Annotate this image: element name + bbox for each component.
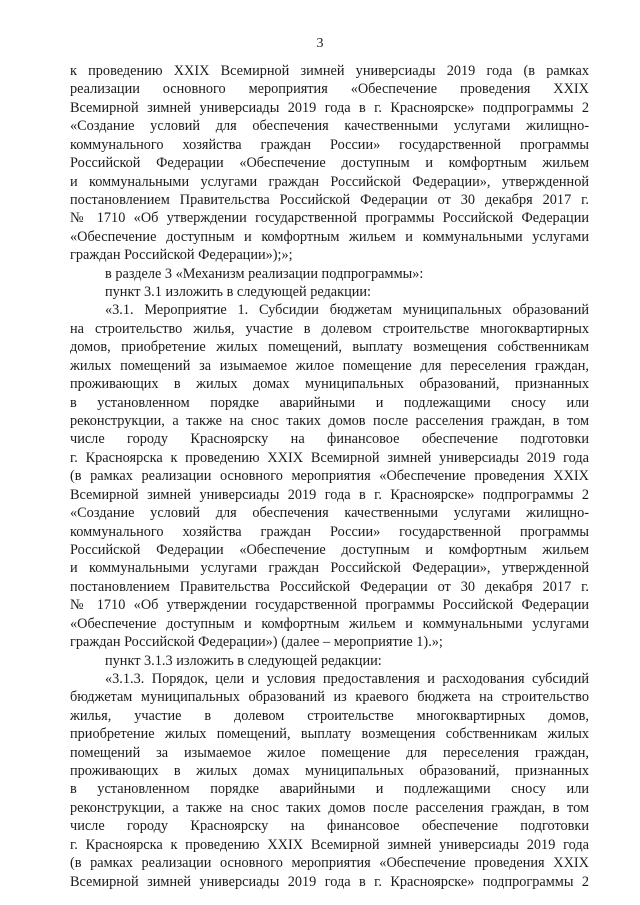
paragraph: [70, 301, 589, 651]
text-line: (в рамках реализации основного мероприятия «Обеспечение проведения XXIX: [70, 855, 589, 872]
text-line: коммунального хозяйства граждан России» государственной программы: [70, 136, 589, 153]
document-body: [70, 62, 589, 891]
text-line: проживающих в жилых домах муниципальных образований, признанных: [70, 763, 589, 780]
text-line: в установленном порядке аварийными и подлежащими сносу или: [70, 394, 589, 411]
text-line: постановлением Правительства Российской Федерации от 30 декабря 2017 г.: [70, 578, 589, 595]
text-line: жилых помещений за изымаемое жилое помещение для переселения граждан,: [70, 357, 589, 374]
text-line: Российской Федерации «Обеспечение доступным и комфортным жильем: [70, 155, 589, 172]
text-line: (в рамках реализации основного мероприятия «Обеспечение проведения XXIX: [70, 468, 589, 485]
text-line: г. Красноярска к проведению XXIX Всемирной зимней универсиады 2019 года: [70, 836, 589, 853]
text-line: граждан Российской Федерации»);»;: [70, 247, 293, 264]
text-line: в установленном порядке аварийными и подлежащими сносу или: [70, 781, 589, 798]
text-line: «3.1.3. Порядок, цели и условия предоставления и расходования субсидий: [105, 670, 589, 687]
text-line: пункт 3.1 изложить в следующей редакции:: [105, 284, 372, 301]
text-line: Всемирной зимней универсиады 2019 года в г. Красноярске» подпрограммы 2: [70, 486, 589, 503]
text-line: «Создание условий для обеспечения качественными услугами жилищно-: [70, 505, 589, 522]
text-line: числе городу Красноярску на финансовое обеспечение подготовки: [70, 431, 589, 448]
text-line: № 1710 «Об утверждении государственной программы Российской Федерации: [70, 597, 589, 614]
paragraph: [70, 670, 589, 891]
text-line: и коммунальными услугами граждан Российской Федерации», утвержденной: [70, 560, 589, 577]
text-line: Российской Федерации «Обеспечение доступным и комфортным жильем: [70, 541, 589, 558]
text-line: постановлением Правительства Российской Федерации от 30 декабря 2017 г.: [70, 191, 589, 208]
text-line: в разделе 3 «Механизм реализации подпрограммы»:: [105, 265, 424, 282]
paragraph: [70, 283, 589, 301]
text-line: реконструкции, а также на снос таких домов после расселения граждан, в том: [70, 799, 589, 816]
text-line: реализации основного мероприятия «Обеспечение проведения XXIX: [70, 81, 589, 98]
text-line: к проведению XXIX Всемирной зимней универсиады 2019 года (в рамках: [70, 63, 589, 79]
text-line: г. Красноярска к проведению XXIX Всемирной зимней универсиады 2019 года: [70, 449, 589, 466]
paragraph: [70, 62, 589, 265]
text-line: пункт 3.1.3 изложить в следующей редакции:: [105, 652, 382, 669]
text-line: помещений за изымаемое жилое помещение для переселения граждан,: [70, 744, 589, 761]
paragraph: [70, 265, 589, 283]
text-line: приобретение жилых помещений, выплату возмещения собственникам жилых: [70, 726, 589, 743]
text-line: «3.1. Мероприятие 1. Субсидии бюджетам муниципальных образований: [105, 302, 589, 319]
text-line: «Обеспечение доступным и комфортным жильем и коммунальными услугами: [70, 228, 589, 245]
text-line: бюджетам муниципальных образований из краевого бюджета на строительство: [70, 689, 589, 706]
paragraph: [70, 652, 589, 670]
text-line: граждан Российской Федерации») (далее – мероприятие 1).»;: [70, 634, 443, 651]
text-line: реконструкции, а также на снос таких домов после расселения граждан, в том: [70, 413, 589, 430]
text-line: Всемирной зимней универсиады 2019 года в г. Красноярске» подпрограммы 2: [70, 873, 589, 890]
text-line: № 1710 «Об утверждении государственной программы Российской Федерации: [70, 210, 589, 227]
text-line: на строительство жилья, участие в долевом строительстве многоквартирных: [70, 320, 589, 337]
text-line: числе городу Красноярску на финансовое обеспечение подготовки: [70, 818, 589, 835]
text-line: проживающих в жилых домах муниципальных образований, признанных: [70, 376, 589, 393]
text-line: жилья, участие в долевом строительстве многоквартирных домов,: [70, 707, 589, 724]
text-line: коммунального хозяйства граждан России» государственной программы: [70, 523, 589, 540]
text-line: домов, приобретение жилых помещений, выплату возмещения собственникам: [70, 339, 589, 356]
text-line: Всемирной зимней универсиады 2019 года в г. Красноярске» подпрограммы 2: [70, 99, 589, 116]
text-line: «Обеспечение доступным и комфортным жильем и коммунальными услугами: [70, 615, 589, 632]
text-line: «Создание условий для обеспечения качественными услугами жилищно-: [70, 118, 589, 135]
text-line: и коммунальными услугами граждан Российской Федерации», утвержденной: [70, 173, 589, 190]
page-number: 3: [316, 36, 324, 51]
